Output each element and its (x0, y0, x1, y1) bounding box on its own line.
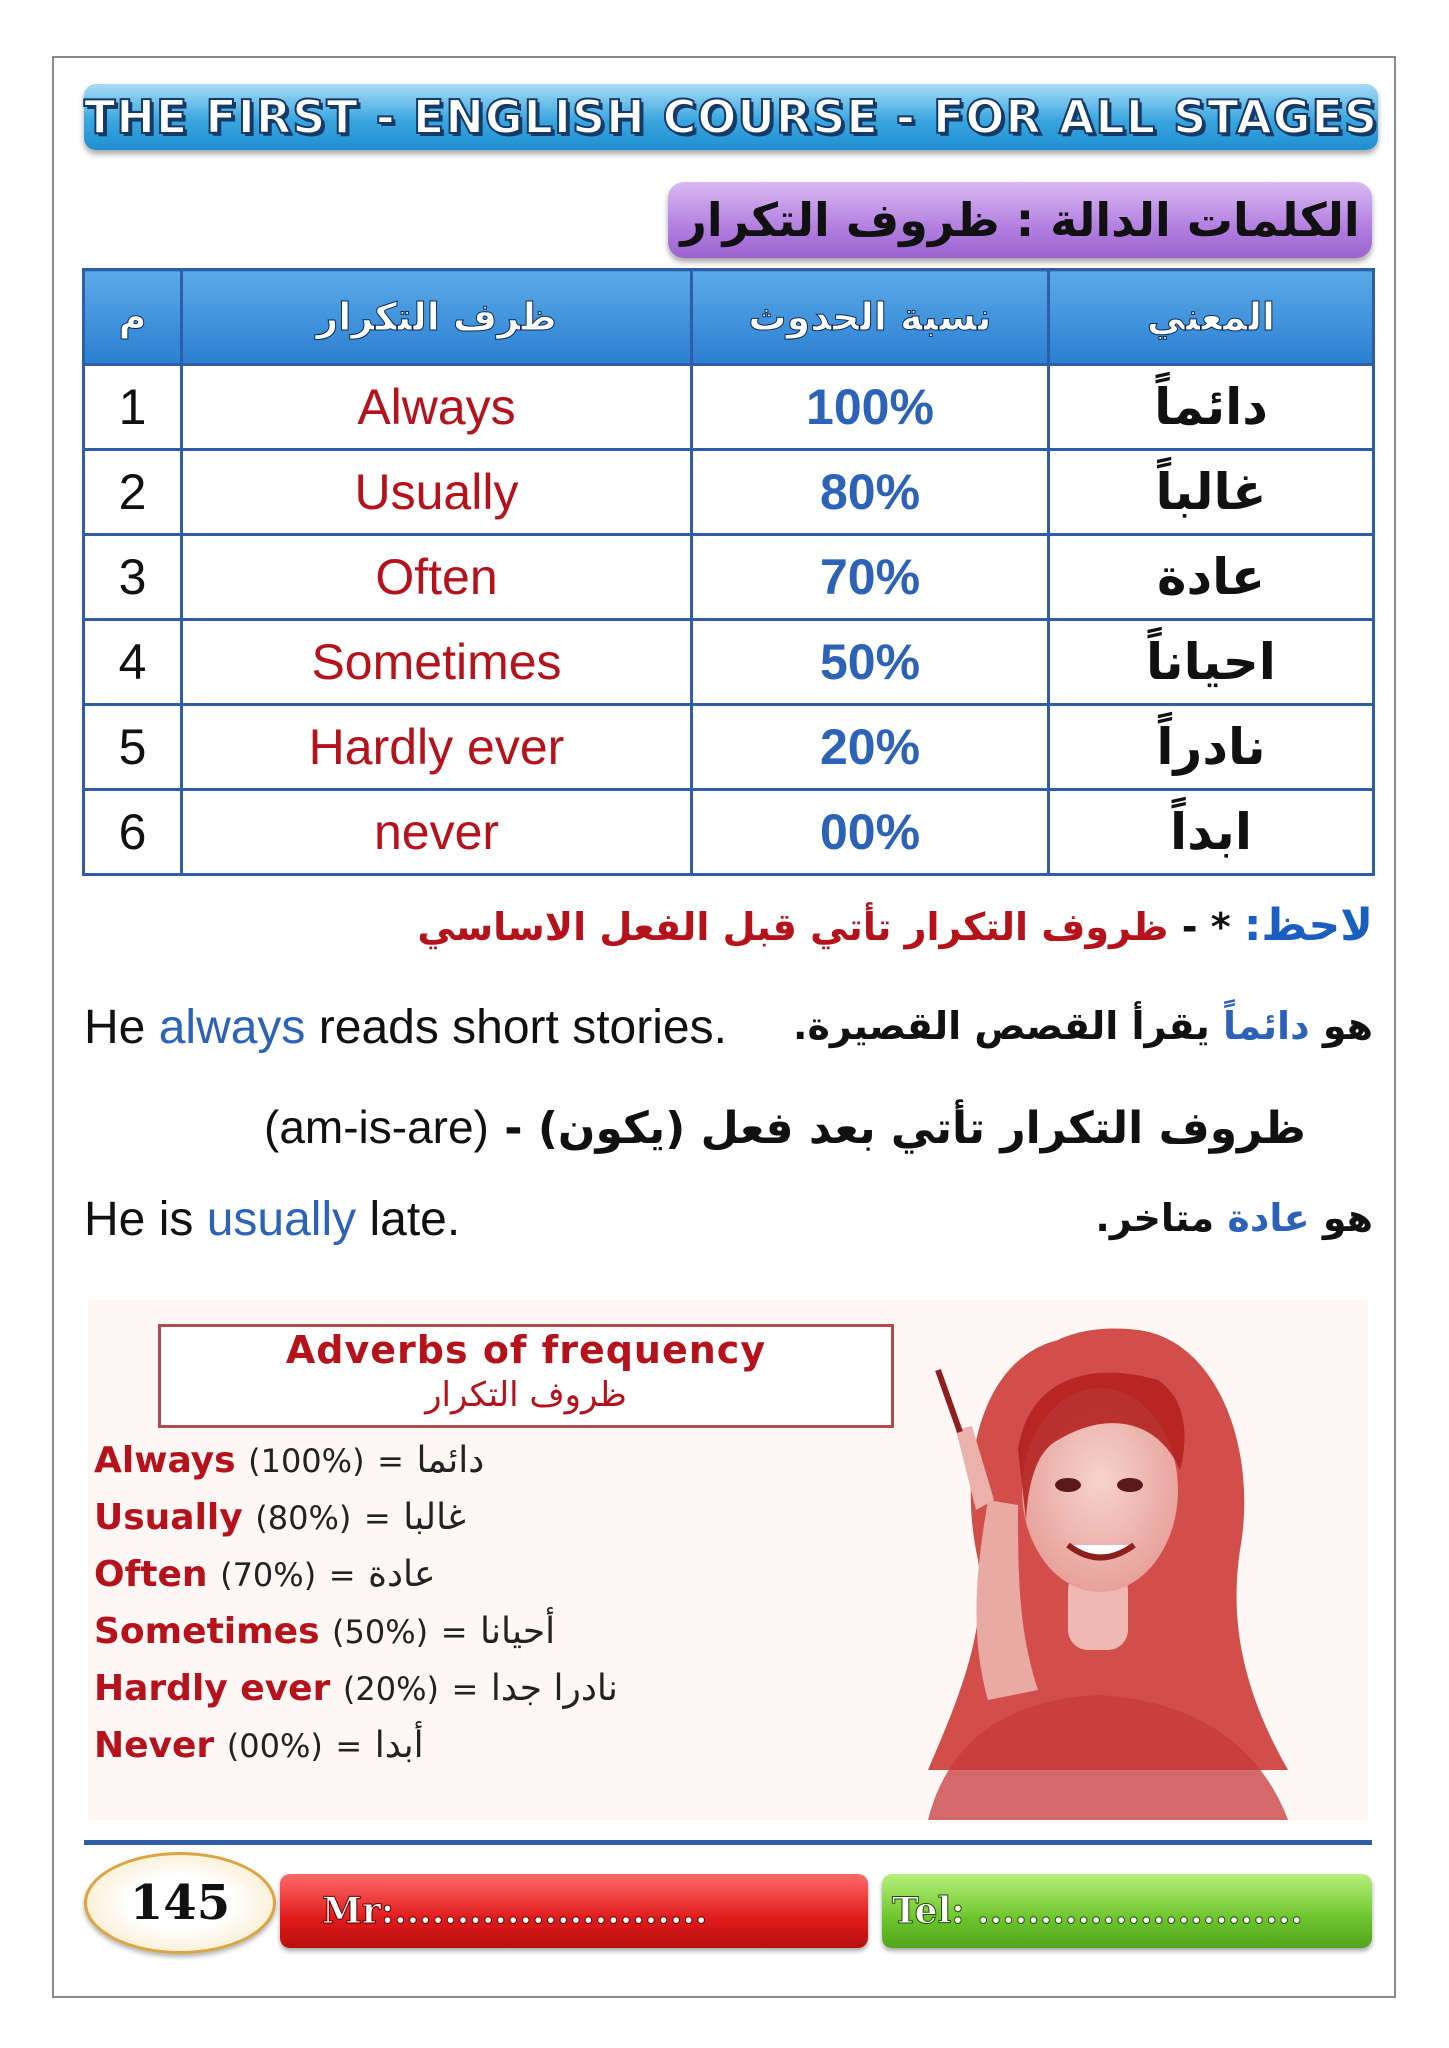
picture-arabic: غالبا (403, 1497, 466, 1538)
row-percent: 00% (692, 790, 1049, 875)
row-number: 4 (84, 620, 182, 705)
telephone-bar (882, 1874, 1372, 1948)
teacher-illustration (868, 1300, 1368, 1820)
example1-ar-post: يقرأ القصص القصيرة. (793, 1004, 1224, 1048)
adverbs-picture (88, 1300, 1368, 1820)
example2-ar-post: متاخر. (1095, 1196, 1228, 1240)
row-number: 2 (84, 450, 182, 535)
rule-two-arabic: - ظروف التكرار تأتي بعد فعل (يكون) (504, 1103, 1306, 1154)
table-row (84, 365, 1374, 450)
header-number: م (84, 270, 182, 365)
header-banner (84, 84, 1378, 150)
teacher-name-bar (280, 1874, 868, 1948)
note-star: * - (1181, 905, 1231, 949)
example2-english (84, 1192, 460, 1247)
picture-equals: = (335, 1727, 363, 1765)
row-adverb: never (182, 790, 692, 875)
example1-arabic (793, 1004, 1373, 1048)
note-label: لاحظ: (1243, 900, 1373, 951)
header-adverb: ظرف التكرار (182, 270, 692, 365)
row-adverb: Usually (182, 450, 692, 535)
picture-word: Always (94, 1440, 236, 1481)
rule-two-english: (am-is-are) (264, 1101, 489, 1153)
table-row (84, 450, 1374, 535)
example2-en-adverb: usually (206, 1193, 357, 1246)
picture-subtitle: ظروف التكرار (425, 1375, 627, 1415)
example2-arabic (1095, 1196, 1373, 1240)
picture-percent: (80%) (255, 1499, 352, 1537)
page-number-badge (84, 1852, 276, 1954)
row-meaning: دائماً (1049, 365, 1374, 450)
picture-percent: (50%) (332, 1613, 429, 1651)
example2-ar-pre: هو (1309, 1196, 1373, 1240)
picture-percent: (00%) (226, 1727, 323, 1765)
row-percent: 70% (692, 535, 1049, 620)
example2-en-pre: He is (84, 1193, 207, 1246)
row-percent: 50% (692, 620, 1049, 705)
picture-row (94, 1432, 618, 1489)
row-meaning: ابداً (1049, 790, 1374, 875)
example1-en-adverb: always (158, 1001, 306, 1054)
picture-word: Usually (94, 1497, 243, 1538)
picture-arabic: عادة (368, 1554, 436, 1595)
example1-ar-pre: هو (1309, 1004, 1373, 1048)
picture-arabic: أحيانا (480, 1611, 556, 1652)
row-meaning: نادراً (1049, 705, 1374, 790)
picture-percent: (100%) (248, 1442, 365, 1480)
picture-title: Adverbs of frequency (285, 1328, 767, 1372)
row-number: 6 (84, 790, 182, 875)
picture-word: Never (94, 1725, 215, 1766)
picture-word: Hardly ever (94, 1668, 331, 1709)
table-header-row (84, 270, 1374, 365)
picture-equals: = (451, 1670, 479, 1708)
header-banner-text: THE FIRST - ENGLISH COURSE - FOR ALL STAGES (84, 90, 1379, 144)
picture-row (94, 1546, 618, 1603)
telephone-label: Tel: .......................... (892, 1890, 1303, 1932)
picture-equals: = (363, 1499, 391, 1537)
section-title-text: الكلمات الدالة : ظروف التكرار (680, 193, 1360, 247)
row-percent: 80% (692, 450, 1049, 535)
row-adverb: Always (182, 365, 692, 450)
note-text: ظروف التكرار تأتي قبل الفعل الاساسي (417, 905, 1169, 949)
table-row (84, 620, 1374, 705)
picture-row (94, 1603, 618, 1660)
picture-equals: = (440, 1613, 468, 1651)
picture-row (94, 1489, 618, 1546)
picture-arabic: دائما (416, 1440, 485, 1481)
header-meaning: المعني (1049, 270, 1374, 365)
row-number: 1 (84, 365, 182, 450)
example2-en-post: late. (356, 1193, 461, 1246)
picture-word: Sometimes (94, 1611, 320, 1652)
row-number: 3 (84, 535, 182, 620)
picture-percent: (20%) (342, 1670, 439, 1708)
row-percent: 20% (692, 705, 1049, 790)
example2-ar-adverb: عادة (1227, 1196, 1310, 1240)
section-title (668, 182, 1372, 258)
adverbs-table (82, 268, 1375, 876)
example1-en-pre: He (84, 1001, 159, 1054)
teacher-name-label: Mr:......................... (322, 1890, 708, 1932)
rule-two (264, 1100, 1306, 1154)
picture-row (94, 1660, 618, 1717)
example1-english (84, 1000, 727, 1055)
row-percent: 100% (692, 365, 1049, 450)
table-row (84, 705, 1374, 790)
example1-ar-adverb: دائماً (1223, 1004, 1310, 1048)
row-adverb: Often (182, 535, 692, 620)
footer-divider (84, 1840, 1372, 1845)
picture-percent: (70%) (220, 1556, 317, 1594)
table-row (84, 790, 1374, 875)
header-percent: نسبة الحدوث (692, 270, 1049, 365)
picture-list (94, 1432, 618, 1774)
picture-row (94, 1717, 618, 1774)
row-number: 5 (84, 705, 182, 790)
picture-equals: = (328, 1556, 356, 1594)
picture-word: Often (94, 1554, 208, 1595)
example1-en-post: reads short stories. (305, 1001, 727, 1054)
row-adverb: Sometimes (182, 620, 692, 705)
table-row (84, 535, 1374, 620)
row-meaning: احياناً (1049, 620, 1374, 705)
picture-arabic: أبدا (374, 1725, 424, 1766)
page-number: 145 (129, 1875, 231, 1931)
row-adverb: Hardly ever (182, 705, 692, 790)
note-line (417, 900, 1373, 960)
picture-arabic: نادرا جدا (490, 1668, 618, 1709)
picture-equals: = (377, 1442, 404, 1480)
row-meaning: عادة (1049, 535, 1374, 620)
picture-title-box (158, 1324, 894, 1428)
row-meaning: غالباً (1049, 450, 1374, 535)
